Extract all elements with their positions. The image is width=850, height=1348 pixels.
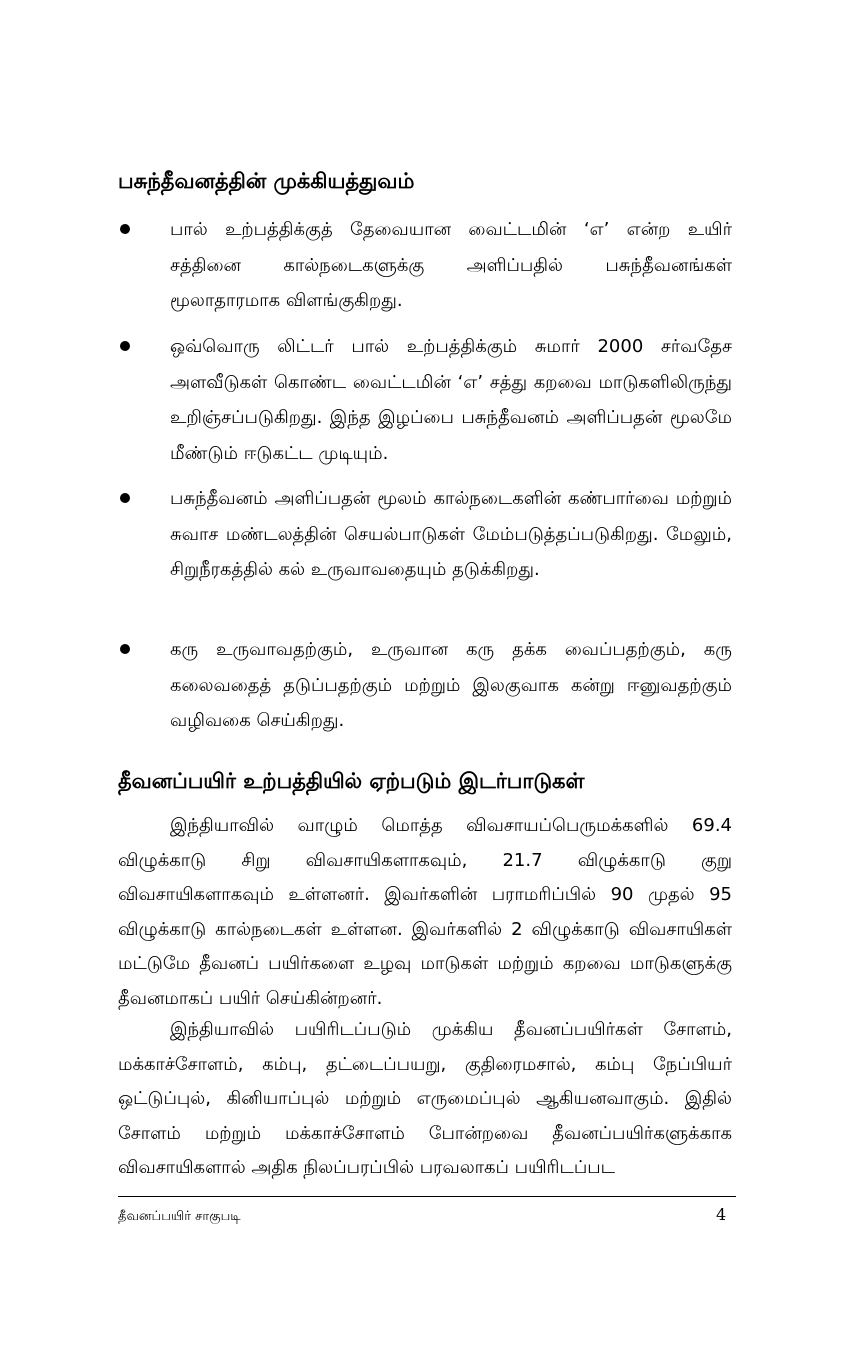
bullet-dot — [120, 224, 130, 234]
bullet-text: பால் உற்பத்திக்குத் தேவையான வைட்டமின் ‘எ’ என்ற உயிர் சத்தினை கால்நடைகளுக்கு அளிப்பதில் பசுந்தீவனங்கள் மூலாதாரமாக விளங்குகிறது. — [170, 219, 732, 311]
bullet-text: கரு உருவாவதற்கும், உருவான கரு தக்க வைப்பதற்கும், கரு கலைவதைத் தடுப்பதற்கும் மற்றும் இலகுவாக கன்று ஈனுவதற்கும் வழிவகை செய்கிறது. — [170, 639, 732, 731]
body-paragraph: இந்தியாவில் பயிரிடப்படும் முக்கிய தீவனப்பயிர்கள் சோளம், மக்காச்சோளம், கம்பு, தட்டைப்பயறு, குதிரைமசால், கம்பு நேப்பியர் ஒட்டுப்புல், கினியாப்புல் மற்றும் எருமைப்புல் ஆகியனவாகும். இதில் சோளம் மற்றும் மக்காச்சோளம் போன்றவை தீவனப்பயிர்களுக்காக விவசாயிகளால் அதிக நிலப்பரப்பில் பரவலாகப் பயிரிடப்பட — [118, 1019, 732, 1178]
body-paragraph: இந்தியாவில் வாழும் மொத்த விவசாயப்பெருமக்களில் 69.4 விழுக்காடு சிறு விவசாயிகளாகவும், 21.7 விழுக்காடு குறு விவசாயிகளாகவும் உள்ளனர். இவர்களின் பராமரிப்பில் 90 முதல் 95 விழுக்காடு கால்நடைகள் உள்ளன. இவர்களில் 2 விழுக்காடு விவசாயிகள் மட்டுமே தீவனப் பயிர்களை உழவு மாடுகள் மற்றும் கறவை மாடுகளுக்கு தீவனமாகப் பயிர் செய்கின்றனர். — [118, 815, 732, 1009]
bullet-text: பசுந்தீவனம் அளிப்பதன் மூலம் கால்நடைகளின் கண்பார்வை மற்றும் சுவாச மண்டலத்தின் செயல்பாடுகள் மேம்படுத்தப்படுகிறது. மேலும், சிறுநீரகத்தில் கல் உருவாவதையும் தடுக்கிறது. — [170, 488, 732, 580]
bullet-item — [118, 481, 732, 588]
bullet-item — [118, 212, 732, 319]
bullet-dot — [120, 493, 130, 503]
bullet-dot — [120, 644, 130, 654]
bullet-item — [118, 632, 732, 739]
bullet-text: ஒவ்வொரு லிட்டர் பால் உற்பத்திக்கும் சுமார் 2000 சர்வதேச அளவீடுகள் கொண்ட வைட்டமின் ‘எ’ சத்து கறவை மாடுகளிலிருந்து உறிஞ்சப்படுகிறது. இந்த இழப்பை பசுந்தீவனம் அளிப்பதன் மூலமே மீண்டும் ஈடுகட்ட முடியும். — [170, 336, 732, 464]
page-number: 4 — [716, 1205, 727, 1224]
footer-title: தீவனப்பயிர் சாகுபடி — [118, 1209, 241, 1224]
footer-divider — [118, 1196, 736, 1197]
problems-heading: தீவனப்பயிர் உற்பத்தியில் ஏற்படும் இடர்பாடுகள் — [118, 769, 585, 793]
bullet-dot — [120, 341, 130, 351]
importance-heading: பசுந்தீவனத்தின் முக்கியத்துவம் — [118, 169, 415, 193]
bullet-item — [118, 329, 732, 471]
